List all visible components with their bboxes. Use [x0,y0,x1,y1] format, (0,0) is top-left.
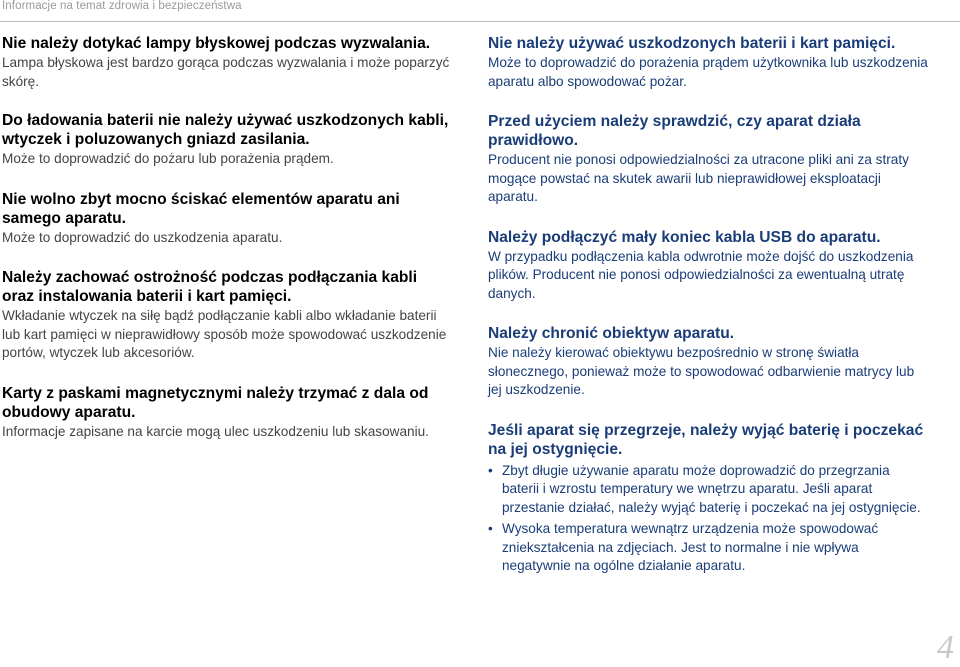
section-body: Producent nie ponosi odpowiedzialności za utracone pliki ani za straty mogące powstać na skutek awarii lub nieprawidłowej eksploatacji aparatu. [488,152,909,204]
section-body: Lampa błyskowa jest bardzo gorąca podczas wyzwalania i może poparzyć skórę. [2,55,450,89]
warning-cables [2,268,452,363]
section-heading: Należy chronić obiektyw aparatu. [488,325,735,342]
section-header: Informacje na temat zdrowia i bezpieczeństwa [2,0,242,12]
caution-usb-cable [488,228,928,304]
warning-flash [2,34,452,91]
page-number: 4 [937,629,954,666]
section-heading: Nie należy używać uszkodzonych baterii i kart pamięci. [488,35,896,52]
section-heading: Należy podłączyć mały koniec kabla USB do aparatu. [488,228,881,246]
warning-pressure [2,190,452,248]
caution-overheating [488,421,928,576]
caution-lens [488,324,928,400]
caution-check-camera [488,112,928,207]
section-heading: Nie wolno zbyt mocno ściskać elementów aparatu ani samego aparatu. [2,190,400,227]
section-heading: Nie należy dotykać lampy błyskowej podczas wyzwalania. [2,35,431,52]
section-heading: Karty z paskami magnetycznymi należy trzymać z dala od obudowy aparatu. [2,384,429,421]
section-heading: Jeśli aparat się przegrzeje, należy wyjąć baterię i poczekać na jej ostygnięcie. [488,421,924,458]
list-item [488,520,928,576]
section-body: Może to doprowadzić do pożaru lub porażenia prądem. [2,151,334,166]
left-column [2,34,452,441]
bullet-icon: • [488,521,493,536]
section-heading: Do ładowania baterii nie należy używać uszkodzonych kabli, wtyczek i poluzowanych gniazd zasilania. [2,112,449,148]
list-item-text: Zbyt długie używanie aparatu może doprowadzić do przegrzania baterii i wzrostu temperatury we wnętrzu aparatu. Jeśli aparat przestanie działać, należy wyjąć baterię i poczekać na jej ostygnięcie. [502,462,921,515]
bullet-icon: • [488,462,493,478]
section-body: Informacje zapisane na karcie mogą ulec uszkodzeniu lub skasowaniu. [2,423,429,439]
list-item-text: Wysoka temperatura wewnątrz urządzenia może spowodować zniekształcenia na zdjęciach. Jest to normalne i nie wpływa negatywnie na ogólne działanie aparatu. [502,521,879,573]
section-body: W przypadku podłączenia kabla odwrotnie może dojść do uszkodzenia plików. Producent nie ponosi odpowiedzialności za ewentualną utratę danych. [488,248,914,301]
warning-charging [2,111,452,169]
list-item [488,462,928,518]
section-body: Może to doprowadzić do uszkodzenia aparatu. [2,229,283,245]
right-column [488,34,928,576]
section-body: Może to doprowadzić do porażenia prądem użytkownika lub uszkodzenia aparatu albo spowodować pożar. [488,55,928,89]
bullet-list [488,462,928,576]
section-body: Nie należy kierować obiektywu bezpośrednio w stronę światła słonecznego, ponieważ może to spowodować odbarwienie matrycy lub jej uszkodzenie. [488,345,915,397]
header-divider [0,21,960,22]
section-heading: Należy zachować ostrożność podczas podłączania kabli oraz instalowania baterii i kart pamięci. [2,269,418,305]
section-heading: Przed użyciem należy sprawdzić, czy aparat działa prawidłowo. [488,113,861,149]
warning-magnetic-cards [2,384,452,442]
section-body: Wkładanie wtyczek na siłę bądź podłączanie kabli albo wkładanie baterii lub kart pamięci w nieprawidłowy sposób może spowodować uszkodzenie portów, wtyczek lub akcesoriów. [2,308,447,360]
caution-damaged-battery [488,34,928,91]
